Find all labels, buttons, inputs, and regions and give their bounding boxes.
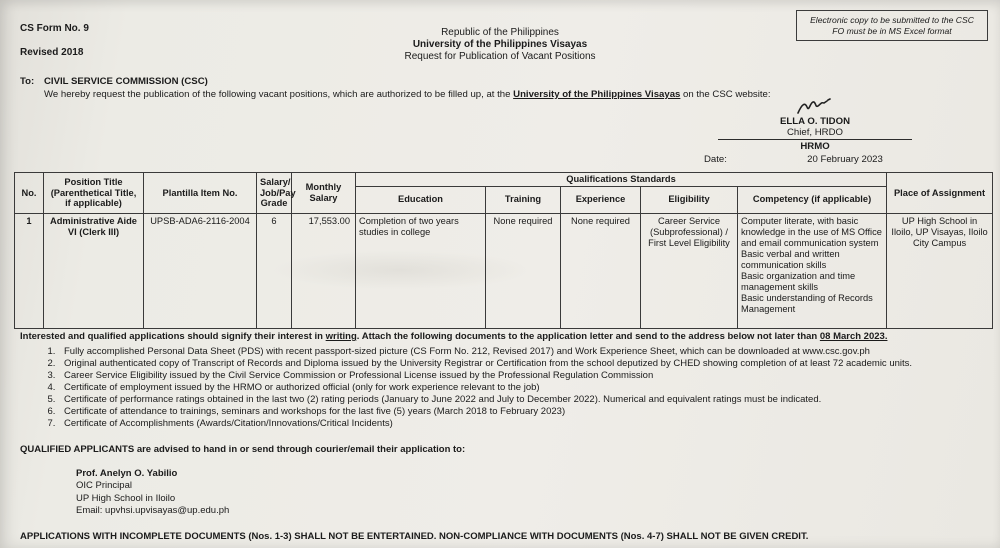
- required-documents-list: [20, 346, 982, 429]
- signatory-name: ELLA O. TIDON: [780, 116, 850, 127]
- table-header-group-row: [15, 173, 993, 187]
- notice-text-mid: . Attach the following documents to the application letter and send to the address below not later than: [356, 331, 820, 342]
- col-header-monthly-salary: Monthly Salary: [292, 173, 356, 214]
- interest-notice: [20, 331, 982, 342]
- cell-position-title: Administrative Aide VI (Clerk III): [44, 213, 144, 328]
- col-header-plantilla: Plantilla Item No.: [144, 173, 257, 214]
- signatory-office: HRMO: [800, 141, 830, 152]
- cell-competency: [738, 213, 887, 328]
- header-title: Request for Publication of Vacant Positions: [404, 51, 596, 62]
- addressee-block: [20, 76, 810, 101]
- col-header-position-title: Position Title (Parenthetical Title, if applicable): [44, 173, 144, 214]
- contact-name: Prof. Anelyn O. Yabilio: [76, 467, 178, 479]
- cell-monthly-salary: 17,553.00: [292, 213, 356, 328]
- col-header-qualifications-standards: Qualifications Standards: [356, 173, 887, 187]
- competency-line: Computer literate, with basic knowledge in the use of MS Office and email communication system: [741, 215, 882, 248]
- competency-line: Basic organization and time management skills: [741, 270, 856, 292]
- contact-school: UP High School in Iloilo: [76, 492, 176, 504]
- signature-block: [700, 98, 930, 165]
- table-row: [15, 213, 993, 328]
- cell-experience: None required: [561, 213, 641, 328]
- competency-line: Basic verbal and written communication skills: [741, 248, 840, 270]
- cell-plantilla: UPSB-ADA6-2116-2004: [144, 213, 257, 328]
- col-header-education: Education: [356, 186, 486, 213]
- list-item: 4. Certificate of employment issued by the HRMO or authorized official (only for work experience relevant to the job): [58, 382, 982, 393]
- cell-eligibility: Career Service (Subprofessional) / First Level Eligibility: [641, 213, 738, 328]
- cell-place-of-assignment: UP High School in Iloilo, UP Visayas, Iloilo City Campus: [887, 213, 993, 328]
- competency-line: Basic understanding of Records Management: [741, 292, 873, 314]
- qualified-applicants-heading: QUALIFIED APPLICANTS are advised to hand in or send through courier/email their application to:: [20, 444, 466, 456]
- list-item: 3. Career Service Eligibility issued by the Civil Service Commission or Professional License issued by the Professional Regulation Commission: [58, 370, 982, 381]
- incomplete-documents-warning: APPLICATIONS WITH INCOMPLETE DOCUMENTS (Nos. 1-3) SHALL NOT BE ENTERTAINED. NON-COMPLIANCE WITH DOCUMENTS (Nos. 4-7) SHALL NOT BE GIVEN CREDIT.: [20, 531, 809, 543]
- signature-icon: [700, 98, 930, 116]
- notice-text-pre: Interested and qualified applications should signify their interest in: [20, 331, 326, 342]
- col-header-eligibility: Eligibility: [641, 186, 738, 213]
- list-item: 6. Certificate of attendance to trainings, seminars and workshops for the last five (5) years (March 2018 to February 2023): [58, 406, 982, 417]
- instructions-section: [20, 331, 982, 542]
- list-item: 1. Fully accomplished Personal Data Sheet (PDS) with recent passport-sized picture (CS Form No. 212, Revised 2017) and Work Experience Sheet, which can be downloaded at www.csc.gov.ph: [58, 346, 982, 357]
- signatory-title: Chief, HRDO: [718, 127, 912, 140]
- form-revision: Revised 2018: [20, 47, 84, 58]
- col-header-training: Training: [486, 186, 561, 213]
- request-sentence: [44, 89, 810, 101]
- date-value: 20 February 2023: [807, 154, 883, 165]
- electronic-copy-note: Electronic copy to be submitted to the CSC FO must be in MS Excel format: [796, 10, 988, 41]
- vacant-positions-table: [14, 172, 993, 329]
- contact-title: OIC Principal: [76, 480, 132, 492]
- list-item: 5. Certificate of performance ratings obtained in the last two (2) rating periods (January to June 2022 and July to December 2022). Numerical and equivalent ratings must be indicated.: [58, 394, 982, 405]
- header-university: University of the Philippines Visayas: [412, 39, 588, 50]
- request-text-post: on the CSC website:: [680, 89, 771, 100]
- header-republic: Republic of the Philippines: [441, 27, 559, 38]
- date-row: [700, 154, 930, 165]
- notice-deadline: 08 March 2023.: [819, 331, 888, 342]
- col-header-salary-grade: Salary/ Job/Pay Grade: [257, 173, 292, 214]
- list-item: 2. Original authenticated copy of Transcript of Records and Diploma issued by the University Registrar or Certification from the school deputized by CHED showing completion of at least 72 academic units.: [58, 358, 982, 369]
- contact-email: Email: upvhsi.upvisayas@up.edu.ph: [76, 505, 230, 517]
- col-header-experience: Experience: [561, 186, 641, 213]
- request-text-pre: We hereby request the publication of the following vacant positions, which are authorized to be filled up, at the: [44, 89, 514, 100]
- col-header-competency: Competency (if applicable): [738, 186, 887, 213]
- notice-writing-underlined: writing: [325, 331, 357, 342]
- form-number: CS Form No. 9: [20, 23, 89, 34]
- contact-block: [76, 468, 982, 518]
- cell-training: None required: [486, 213, 561, 328]
- request-university-name: University of the Philippines Visayas: [513, 89, 681, 100]
- cell-salary-grade: 6: [257, 213, 292, 328]
- cell-education: Completion of two years studies in college: [356, 213, 486, 328]
- col-header-place-of-assignment: Place of Assignment: [887, 173, 993, 214]
- date-label: Date:: [704, 154, 727, 165]
- list-item: 7. Certificate of Accomplishments (Awards/Citation/Innovations/Critical Incidents): [58, 418, 982, 429]
- to-label: To:: [20, 76, 35, 87]
- col-header-no: No.: [15, 173, 44, 214]
- recipient-name: CIVIL SERVICE COMMISSION (CSC): [44, 76, 208, 87]
- cell-no: 1: [15, 213, 44, 328]
